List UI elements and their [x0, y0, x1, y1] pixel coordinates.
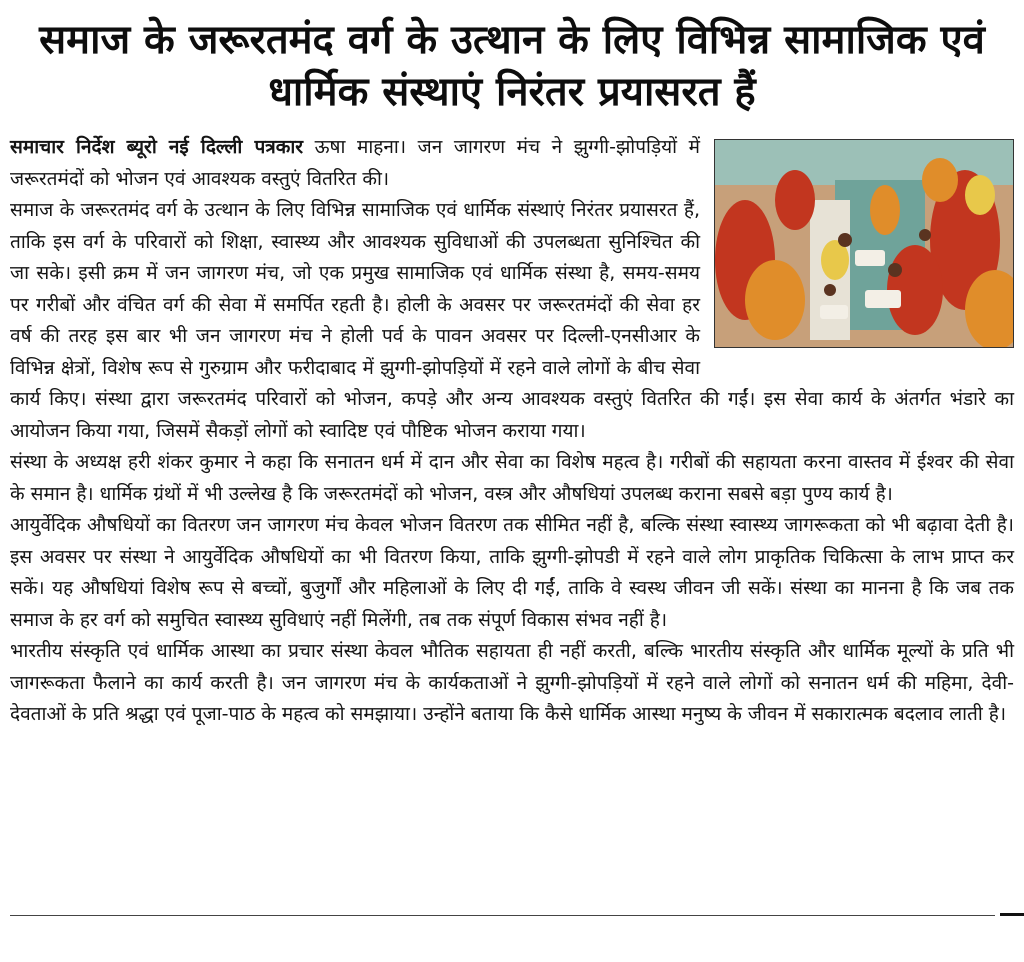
bottom-rule-end-mark [1000, 913, 1024, 916]
article-body [10, 132, 1014, 731]
article-paragraph-5: भारतीय संस्कृति एवं धार्मिक आस्था का प्रचार संस्था केवल भौतिक सहायता ही नहीं करती, बल्कि भारतीय संस्कृति और धार्मिक मूल्यों के प्रति भी जागरूकता फैलाने का कार्य करती है। जन जागरण मंच के कार्यकताओं ने झुग्गी-झोपड़ियों में रहने वाले लोगों को सनातन धर्म की महिमा, देवी-देवताओं के प्रति श्रद्धा एवं पूजा-पाठ के महत्व को समझाया। उन्होंने बताया कि कैसे धार्मिक आस्था मनुष्य के जीवन में सकारात्मक बदलाव लाती है। [10, 640, 1014, 725]
headline-line-1: समाज के जरूरतमंद वर्ग के उत्थान के लिए विभिन्न सामाजिक एवं [39, 17, 985, 63]
headline [0, 14, 1024, 118]
news-photo [714, 139, 1014, 348]
article-paragraph-3: संस्था के अध्यक्ष हरी शंकर कुमार ने कहा कि सनातन धर्म में दान और सेवा का विशेष महत्व है। गरीबों की सहायता करना वास्तव में ईश्वर की सेवा के समान है। धार्मिक ग्रंथों में भी उल्लेख है कि जरूरतमंदों को भोजन, वस्त्र और औषधियां उपलब्ध कराना सबसे बड़ा पुण्य कार्य है। [10, 451, 1014, 505]
article-paragraph-2: समाज के जरूरतमंद वर्ग के उत्थान के लिए विभिन्न सामाजिक एवं धार्मिक संस्थाएं निरंतर प्रयासरत हैं, ताकि इस वर्ग के परिवारों को शिक्षा, स्वास्थ्य और आवश्यक सुविधाओं की उपलब्धता सुनिश्चित की जा सके। इसी क्रम में जन जागरण मंच, जो एक प्रमुख सामाजिक एवं धार्मिक संस्था है, समय-समय पर गरीबों और वंचित वर्ग की सेवा में समर्पित रहती है। होली के अवसर पर जरूरतमंदों की सेवा हर वर्ष की तरह इस बार भी जन जागरण मंच ने होली पर्व के पावन अवसर पर दिल्ली-एनसीआर के विभिन्न क्षेत्रों, विशेष रूप से गुरुग्राम और फरीदाबाद में झुग्गी-झोपड़ियों में रहने वाले लोगों के बीच सेवा कार्य किए। संस्था द्वारा जरूरतमंद परिवारों को भोजन, कपड़े और अन्य आवश्यक वस्तुएं वितरित की गईं। इस सेवा कार्य के अंतर्गत भंडारे का आयोजन किया गया, जिसमें सैकड़ों लोगों को स्वादिष्ट एवं पौष्टिक भोजन कराया गया। [10, 199, 1014, 442]
article-paragraph-4: आयुर्वेदिक औषधियों का वितरण जन जागरण मंच केवल भोजन वितरण तक सीमित नहीं है, बल्कि संस्था स्वास्थ्य जागरूकता को भी बढ़ावा देती है। इस अवसर पर संस्था ने आयुर्वेदिक औषधियों का भी वितरण किया, ताकि झुग्गी-झोपडी में रहने वाले लोग प्राकृतिक चिकित्सा के लाभ प्राप्त कर सकें। यह औषधियां विशेष रूप से बच्चों, बुजुर्गों और महिलाओं के लिए दी गईं, ताकि वे स्वस्थ जीवन जी सकें। संस्था का मानना है कि जब तक समाज के हर वर्ग को समुचित स्वास्थ्य सुविधाएं नहीं मिलेंगी, तब तक संपूर्ण विकास संभव नहीं है। [10, 514, 1014, 631]
byline: समाचार निर्देश ब्यूरो नई दिल्ली पत्रकार [10, 136, 304, 158]
intro-text: ऊषा माहना। जन जागरण मंच ने झुग्गी-झोपड़ियों में जरूरतमंदों को भोजन एवं आवश्यक वस्तुएं वितरित की। [10, 136, 700, 190]
bottom-rule [10, 915, 995, 916]
headline-line-2: धार्मिक संस्थाएं निरंतर प्रयासरत हैं [268, 69, 756, 115]
photo-illustration [715, 140, 1013, 347]
